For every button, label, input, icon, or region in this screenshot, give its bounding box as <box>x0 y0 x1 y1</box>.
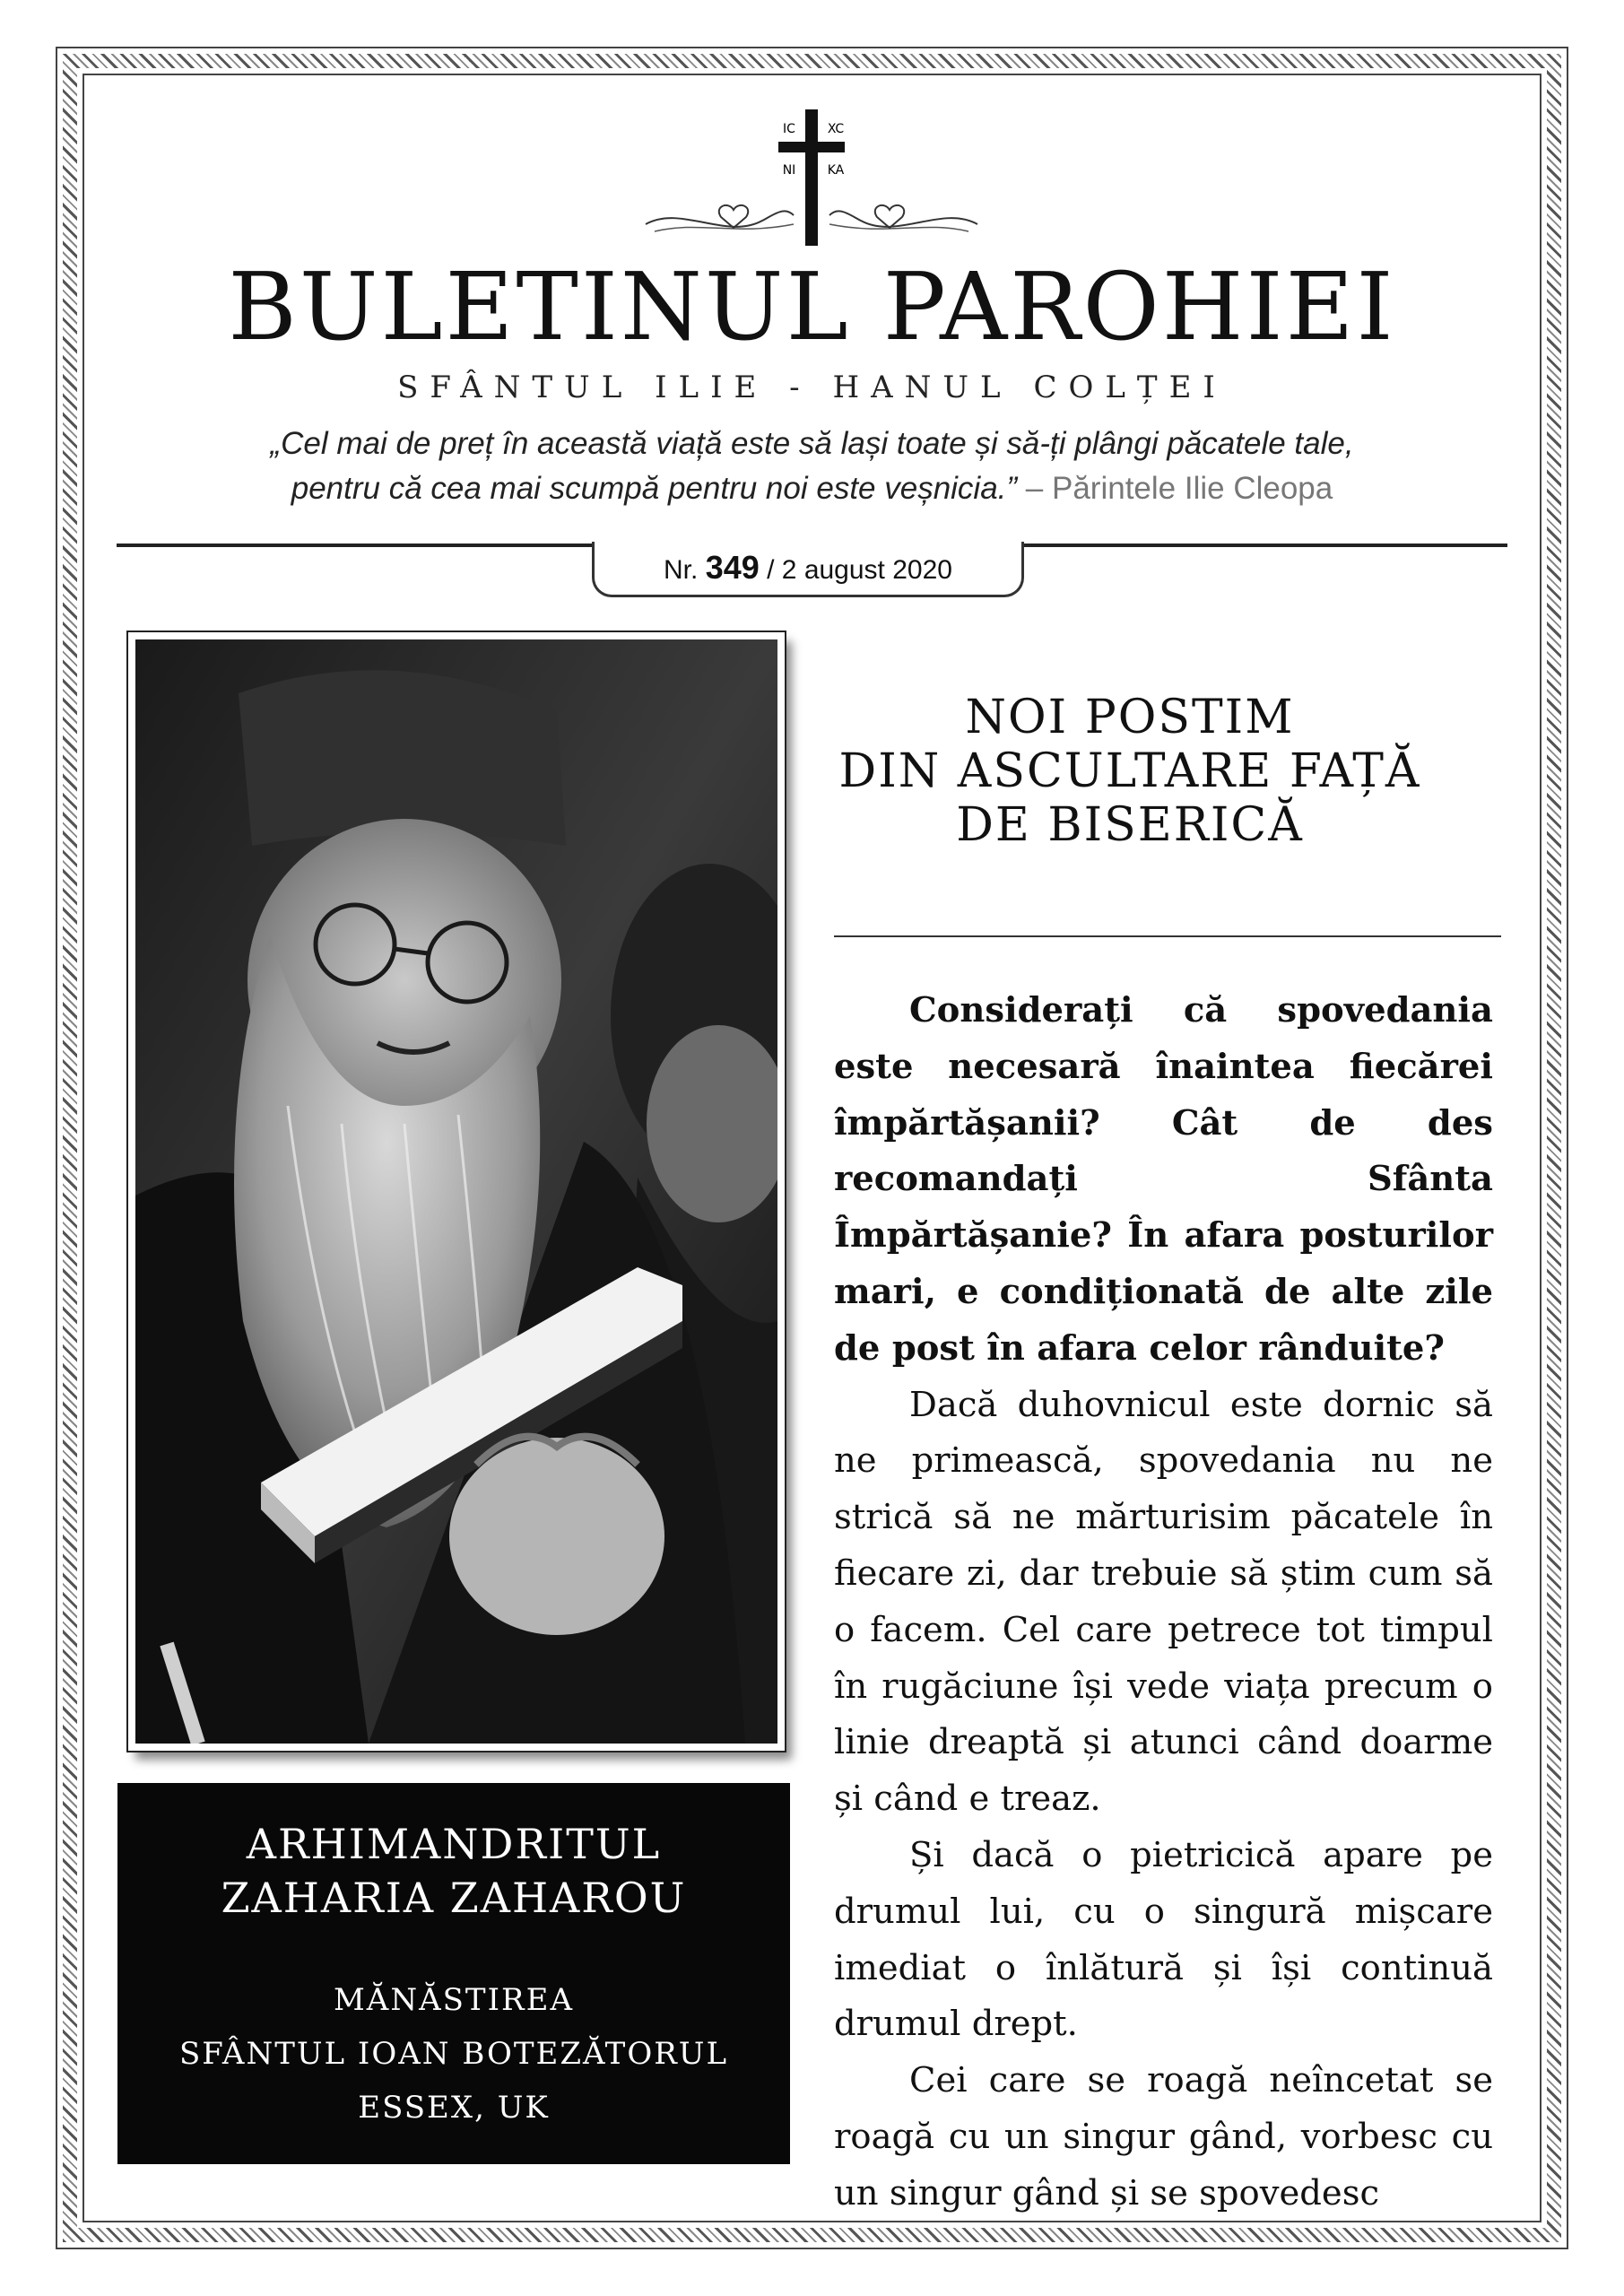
quote-line-1: „Cel mai de preț în această viață este să lași toate și să-ți plângi păcatele tale, <box>270 426 1354 461</box>
quote-line-2 <box>135 466 1489 511</box>
caption-name-line-2: ZAHARIA ZAHAROU <box>221 1874 687 1922</box>
article-title-line-1: NOI POSTIM <box>965 691 1295 744</box>
quote-author: – Părintele Ilie Cleopa <box>1025 471 1333 506</box>
parish-subtitle: SFÂNTUL ILIE - HANUL COLȚEI <box>397 370 1227 405</box>
bulletin-title: BULETINUL PAROHIEI <box>228 252 1396 361</box>
portrait-image <box>135 639 777 1744</box>
issue-date: / 2 august 2020 <box>767 555 952 585</box>
quote-line-2-text: pentru că cea mai scumpă pentru noi este veșnicia.” <box>291 471 1018 506</box>
caption-place-line-1: MĂNĂSTIREA <box>333 1982 575 2018</box>
article-title-line-3: DE BISERICĂ <box>956 798 1304 852</box>
emblem-ni: NI <box>782 163 796 178</box>
header-quote <box>135 422 1489 511</box>
article-body <box>834 983 1493 2222</box>
issue-prefix: Nr. <box>664 555 699 585</box>
article-divider <box>834 935 1501 937</box>
emblem-ic: IC <box>783 122 795 136</box>
caption-name-line-1: ARHIMANDRITUL <box>246 1820 662 1868</box>
emblem-xc: XC <box>827 122 845 136</box>
portrait-photo <box>128 632 785 1751</box>
article-title <box>834 691 1426 852</box>
caption-place-line-2: SFÂNTUL IOAN BOTEZĂTORUL <box>178 2036 729 2072</box>
issue-number: 349 <box>705 549 760 586</box>
caption-place-line-3: ESSEX, UK <box>358 2090 550 2126</box>
issue-tab <box>592 542 1024 597</box>
article-title-line-2: DIN ASCULTARE FAȚĂ <box>838 744 1421 798</box>
emblem-ka: KA <box>827 163 845 178</box>
cross-emblem-icon <box>628 106 995 249</box>
caption-name <box>117 1817 790 1925</box>
answer-paragraph-1: Dacă duhovnicul este dornic să ne primească, spovedania nu ne strică să ne mărturisim păcatele în fiecare zi, dar trebuie să știm cum să o facem. Cel care petrece tot timpul în rugăciune își vede viața precum o linie dreaptă și atunci când doarme și când e treaz. <box>834 1384 1493 1820</box>
answer-paragraph-2: Și dacă o pietricică apare pe drumul lui, cu o singură mișcare imediat o înlătură și își continuă drumul drept. <box>834 1834 1493 2045</box>
interview-question: Considerați că spovedania este necesară înaintea fiecărei împărtășanii? Cât de des recomandați Sfânta Împărtășanie? În afara posturilor mari, e condiționată de alte zile de post în afara celor rânduite? <box>834 990 1493 1369</box>
answer-paragraph-3: Cei care se roagă neîncetat se roagă cu un singur gând, vorbesc cu un singur gând și se spovedesc <box>834 2060 1493 2213</box>
photo-caption <box>117 1783 790 2164</box>
caption-place <box>117 1973 790 2135</box>
